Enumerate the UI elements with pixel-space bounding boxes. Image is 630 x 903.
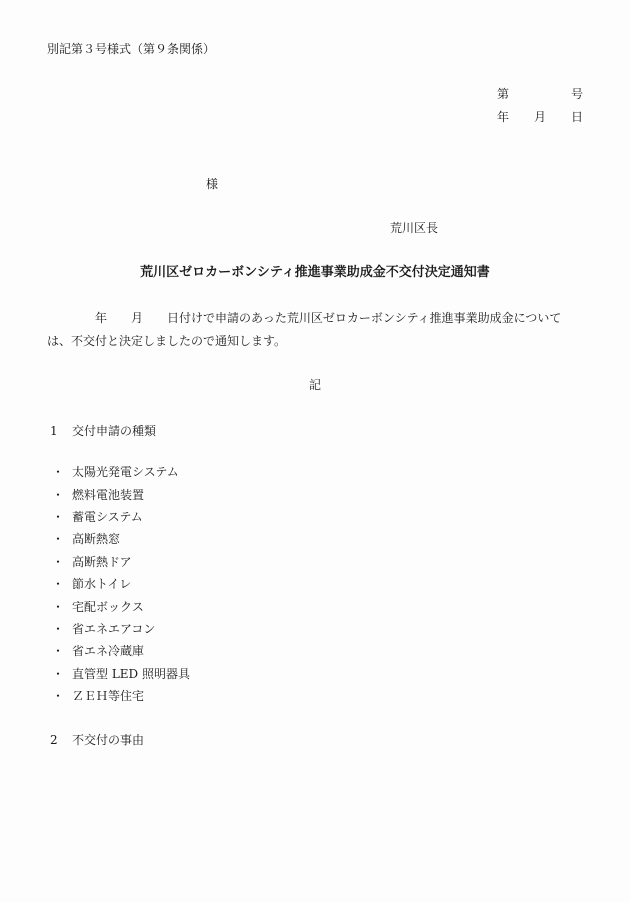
document-title: 荒川区ゼロカーボンシティ推進事業助成金不交付決定通知書	[140, 265, 490, 280]
date-year: 年	[497, 110, 510, 124]
bullet-icon: ・	[52, 509, 65, 524]
list-item	[52, 528, 190, 550]
list-item	[52, 618, 190, 640]
list-item	[52, 483, 190, 505]
bullet-icon: ・	[52, 532, 65, 547]
section-title: 不交付の事由	[72, 733, 145, 747]
list-item-label: 高断熱ドア	[72, 554, 132, 569]
body-text-line-2: は、不交付と決定しましたので通知します。	[47, 334, 287, 348]
recipient-honorific: 様	[206, 177, 219, 191]
list-item-label: 省エネエアコン	[72, 621, 156, 636]
number-suffix: 号	[571, 87, 584, 101]
bullet-icon: ・	[52, 689, 65, 704]
form-label: 別記第３号様式（第９条関係）	[47, 42, 216, 56]
section-title: 交付申請の種類	[72, 424, 157, 438]
body-text-line-1: 年 月 日付けで申請のあった荒川区ゼロカーボンシティ推進事業助成金について	[47, 311, 562, 325]
list-item-label: 燃料電池装置	[72, 487, 145, 502]
date-day: 日	[571, 110, 584, 124]
list-item-label: 宅配ボックス	[72, 599, 144, 614]
application-type-list	[52, 461, 190, 707]
number-prefix: 第	[497, 87, 510, 101]
bullet-icon: ・	[52, 487, 65, 502]
sender-name: 荒川区長	[390, 221, 439, 235]
list-item-label: 高断熱窓	[72, 532, 121, 547]
bullet-icon: ・	[52, 621, 65, 636]
bullet-icon: ・	[52, 644, 65, 659]
section-number: 2	[50, 733, 58, 747]
section-2-heading	[50, 734, 144, 746]
bullet-icon: ・	[52, 666, 65, 681]
section-1-heading	[50, 425, 156, 437]
date-month: 月	[534, 110, 547, 124]
list-item	[52, 595, 190, 617]
list-item	[52, 506, 190, 528]
list-item	[52, 461, 190, 483]
bullet-icon: ・	[52, 577, 65, 592]
list-item-label: 太陽光発電システム	[72, 465, 179, 480]
section-number: 1	[50, 424, 58, 438]
bullet-icon: ・	[52, 554, 65, 569]
bullet-icon: ・	[52, 465, 65, 480]
list-item-label: 蓄電システム	[72, 509, 143, 524]
list-item-label: 省エネ冷蔵庫	[72, 644, 145, 659]
list-item	[52, 640, 190, 662]
list-item-label: 直管型 LED 照明器具	[72, 666, 190, 681]
ki-heading: 記	[308, 378, 321, 392]
list-item	[52, 551, 190, 573]
list-item	[52, 573, 190, 595]
bullet-icon: ・	[52, 599, 65, 614]
list-item-label: ＺＥＨ等住宅	[72, 689, 145, 704]
list-item-label: 節水トイレ	[72, 577, 132, 592]
list-item	[52, 663, 190, 685]
list-item	[52, 685, 190, 707]
